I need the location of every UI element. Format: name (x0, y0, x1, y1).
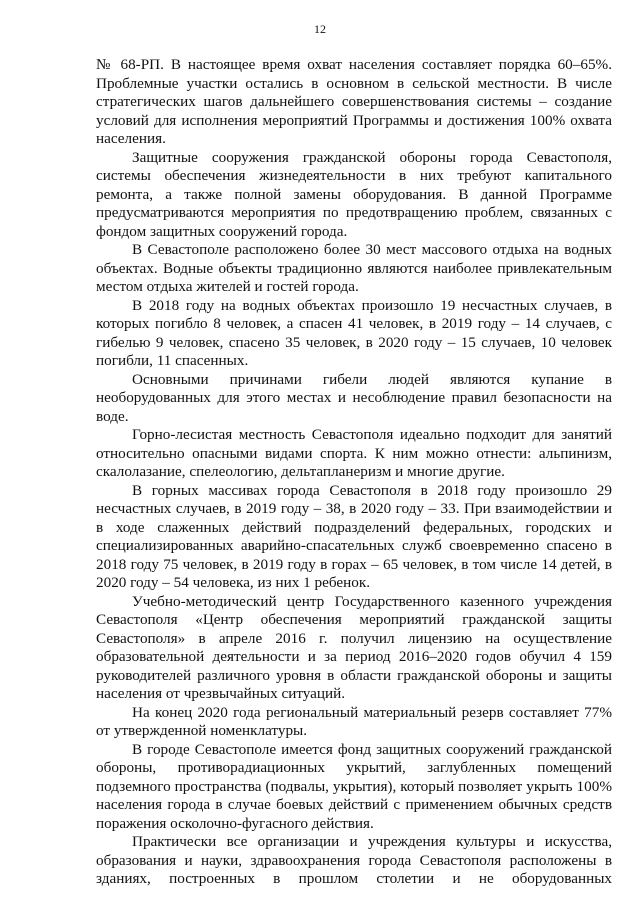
page-number: 12 (314, 22, 326, 36)
paragraph-protective-structures: Защитные сооружения гражданской обороны города Севастополя, системы обеспечения жизнедеятельности в них требуют капитального ремонта, а также полной замены оборудования. В данной Программе предусматриваются мероприятия по предотвращению проблем, связанных с фондом защитных сооружений города. (96, 148, 612, 240)
body-text (96, 56, 612, 889)
paragraph-mountain-terrain: Горно-лесистая местность Севастополя идеально подходит для занятий относительно опасными видами спорта. К ним можно отнести: альпинизм, скалолазание, спелеологию, дельтапланеризм и многие другие. (96, 426, 612, 480)
paragraph-water-accidents: В 2018 году на водных объектах произошло 19 несчастных случаев, в которых погибло 8 человек, а спасен 41 человек, в 2019 году – 14 случаев, с гибелью 9 человек, спасено 35 человек, в 2020 году – 15 случаев, 10 человек погибли, 11 спасенных. (96, 296, 612, 369)
paragraph-material-reserve: На конец 2020 года региональный материальный резерв составляет 77% от утвержденной номенклатуры. (96, 703, 612, 739)
paragraph-training-center: Учебно-методический центр Государственного казенного учреждения Севастополя «Центр обеспечения мероприятий гражданской защиты Севастополя» в апреле 2016 г. получил лицензию на осуществление образовательной деятельности и за период 2016–2020 годов обучил 4 159 руководителей различного уровня в области гражданской обороны и защиты населения от чрезвычайных ситуаций. (96, 592, 612, 702)
paragraph-culture-buildings: Практически все организации и учреждения культуры и искусства, образования и науки, здравоохранения города Севастополя расположены в зданиях, построенных в прошлом столетии и не оборудованных (96, 833, 612, 887)
paragraph-coverage: № 68-РП. В настоящее время охват населения составляет порядка 60–65%. Проблемные участки остались в основном в сельской местности. В числе стратегических шагов дальнейшего совершенствования системы – создание условий для исполнения мероприятий Программы и достижения 100% охвата населения. (96, 56, 612, 147)
paragraph-mountain-accidents: В горных массивах города Севастополя в 2018 году произошло 29 несчастных случаев, в 2019 году – 38, в 2020 году – 33. При взаимодействии и в ходе слаженных действий подразделений федеральных, городских и специализированных аварийно-спасательных служб своевременно спасено в 2018 году 75 человек, в 2019 году в горах – 65 человек, в том числе 14 детей, в 2020 году – 54 человека, из них 1 ребенок. (96, 481, 612, 591)
paragraph-shelter-fund: В городе Севастополе имеется фонд защитных сооружений гражданской обороны, противорадиационных укрытий, заглубленных помещений подземного пространства (подвалы, укрытия), который позволяет укрыть 100% населения города в случае боевых действий с применением обычных средств поражения осколочно-фугасного действия. (96, 740, 612, 832)
paragraph-causes: Основными причинами гибели людей являются купание в необорудованных для этого местах и несоблюдение правил безопасности на воде. (96, 370, 612, 425)
paragraph-water-recreation: В Севастополе расположено более 30 мест массового отдыха на водных объектах. Водные объекты традиционно являются наиболее привлекательным местом отдыха жителей и гостей города. (96, 241, 612, 295)
